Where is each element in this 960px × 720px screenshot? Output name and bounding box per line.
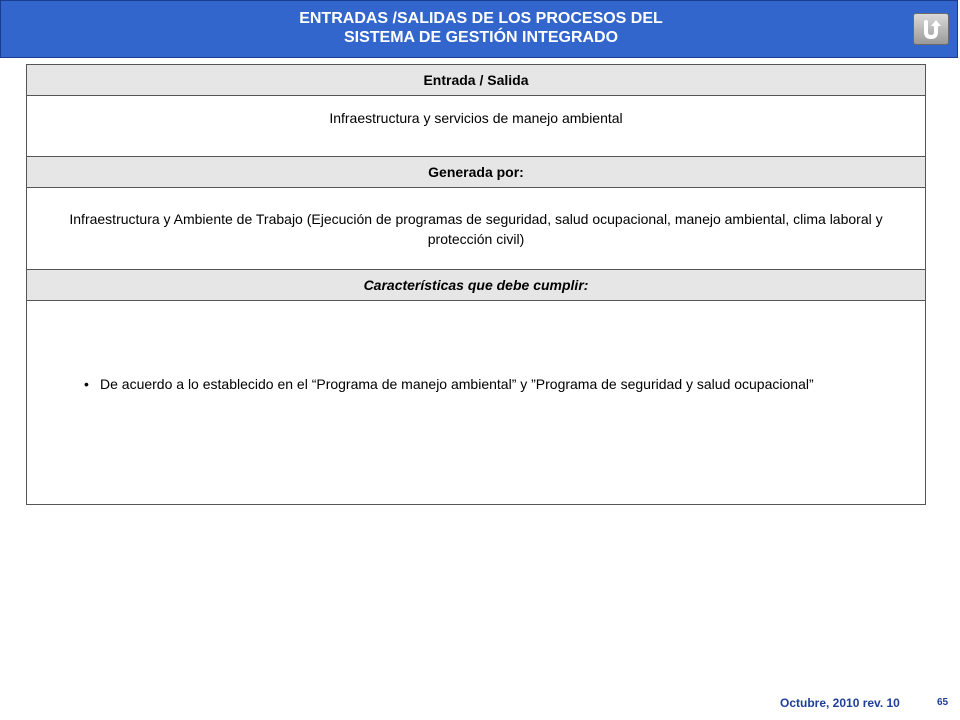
page-number: 65 xyxy=(937,697,949,708)
page-title-line-1: ENTRADAS /SALIDAS DE LOS PROCESOS DEL xyxy=(299,10,663,27)
generada-por-row xyxy=(27,188,925,270)
entrada-salida-label: Entrada / Salida xyxy=(423,72,529,88)
caracteristicas-header xyxy=(27,270,925,301)
entrada-salida-row xyxy=(27,96,925,157)
page-title-line-2: SISTEMA DE GESTIÓN INTEGRADO xyxy=(343,29,619,46)
caracteristicas-row xyxy=(27,301,925,504)
io-table xyxy=(26,64,926,505)
header-banner xyxy=(0,0,958,58)
caracteristicas-label: Características que debe cumplir: xyxy=(363,277,589,293)
list-item xyxy=(84,374,844,394)
caracteristica-text: De acuerdo a lo establecido en el “Programa de manejo ambiental” y ”Programa de seguridad y salud ocupacional” xyxy=(100,376,814,392)
entrada-salida-header xyxy=(27,65,925,96)
generada-por-header xyxy=(27,157,925,188)
page-title xyxy=(181,9,781,47)
bullet-icon: • xyxy=(84,376,89,392)
generada-por-value: Infraestructura y Ambiente de Trabajo (Ejecución de programas de seguridad, salud ocupacional, manejo ambiental, clima laboral y protección civil) xyxy=(69,210,883,247)
footer-date: Octubre, 2010 rev. 10 xyxy=(780,696,900,710)
entrada-salida-value: Infraestructura y servicios de manejo ambiental xyxy=(329,110,623,126)
generada-por-label: Generada por: xyxy=(428,164,524,180)
u-turn-back-icon xyxy=(919,18,943,40)
back-button[interactable] xyxy=(913,13,949,45)
